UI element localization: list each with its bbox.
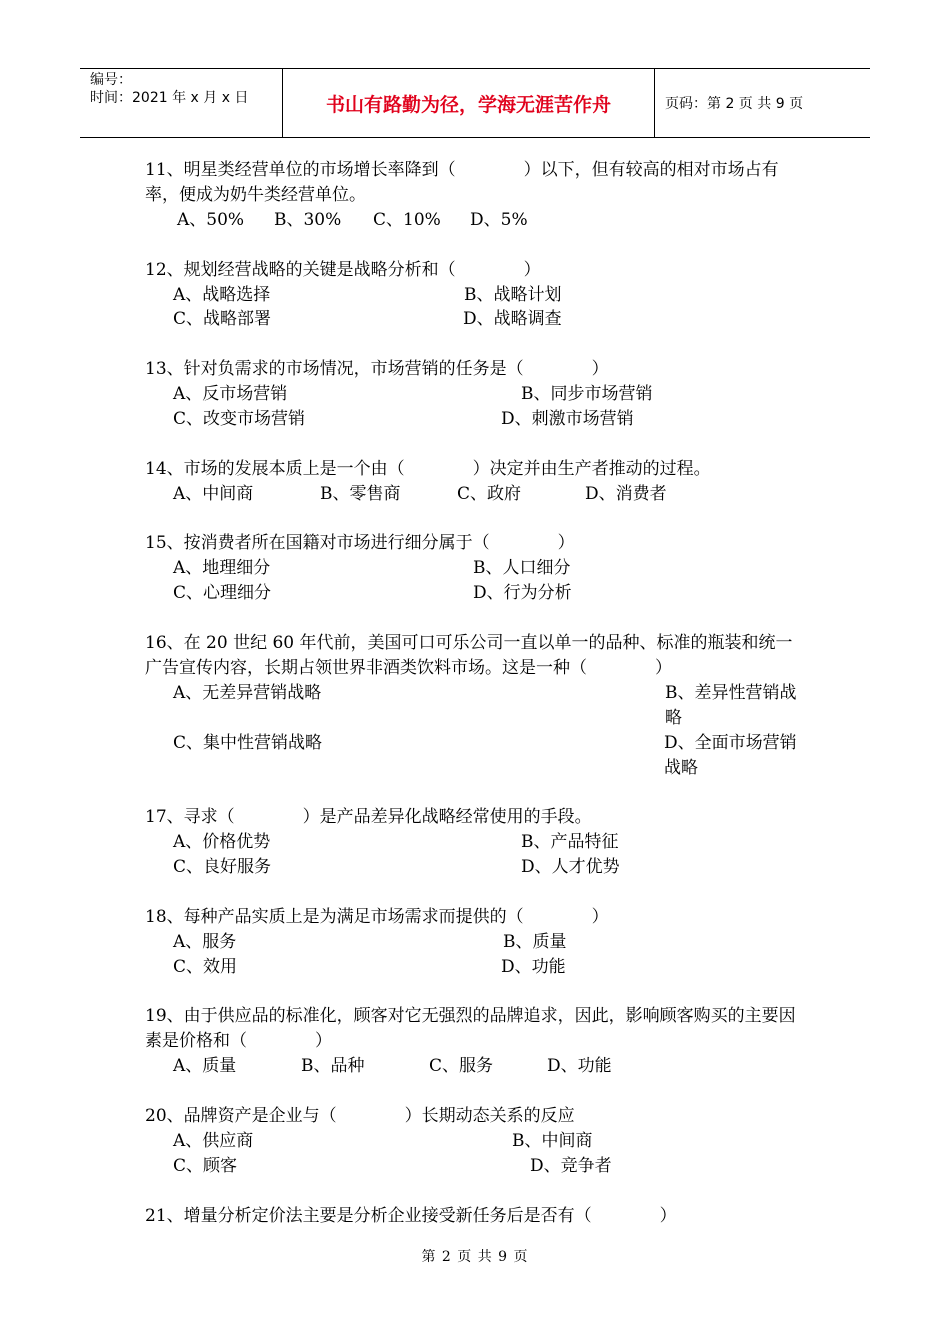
question-stem: 16、在 20 世纪 60 年代前，美国可口可乐公司一直以单一的品种、标准的瓶装和统一广告宣传内容，长期占领世界非酒类饮料市场。这是一种（ ） (145, 633, 793, 678)
option-a: A、无差异营销战略 (173, 682, 322, 703)
option-row (145, 1054, 805, 1079)
option-a: A、价格优势 (173, 832, 271, 853)
option-row (145, 581, 805, 606)
option-row (145, 855, 805, 880)
option-row (145, 283, 805, 308)
option-a: A、供应商 (173, 1130, 254, 1151)
header-motto-cell (283, 69, 655, 137)
question-stem: 21、增量分析定价法主要是分析企业接受新任务后是否有（ ） (145, 1205, 677, 1226)
question-stem: 12、规划经营战略的关键是战略分析和（ ） (145, 259, 541, 280)
option-b: B、差异性营销战略 (665, 682, 797, 728)
question-21 (145, 1204, 805, 1229)
doc-time-label: 时间：2021 年 x 月 x 日 (90, 90, 249, 106)
question-stem: 18、每种产品实质上是为满足市场需求而提供的（ ） (145, 906, 609, 927)
option-c: C、良好服务 (173, 857, 272, 878)
option-c: C、政府 (457, 483, 522, 504)
option-b: B、品种 (301, 1056, 365, 1077)
question-stem: 19、由于供应品的标准化，顾客对它无强烈的品牌追求，因此，影响顾客购买的主要因素是价格和（ ） (145, 1006, 796, 1052)
option-a: A、战略选择 (173, 284, 271, 305)
option-c: C、服务 (429, 1056, 494, 1077)
option-d: D、战略调查 (463, 309, 562, 330)
option-b: B、产品特征 (521, 832, 619, 853)
option-row (145, 681, 805, 728)
page-header (80, 68, 870, 138)
option-d: D、功能 (547, 1056, 612, 1077)
option-c: C、10% (373, 209, 441, 230)
option-d: D、全面市场营销战略 (664, 732, 797, 778)
option-row (145, 482, 805, 507)
option-row (145, 407, 805, 432)
option-row (145, 731, 805, 778)
option-b: B、质量 (503, 931, 567, 952)
question-stem: 15、按消费者所在国籍对市场进行细分属于（ ） (145, 533, 575, 554)
option-row (145, 1129, 805, 1154)
option-b: B、战略计划 (464, 284, 562, 305)
option-c: C、心理细分 (173, 583, 272, 604)
question-stem: 20、品牌资产是企业与（ ）长期动态关系的反应 (145, 1106, 575, 1127)
option-a: A、服务 (173, 931, 237, 952)
option-d: D、行为分析 (473, 583, 572, 604)
question-stem: 13、针对负需求的市场情况，市场营销的任务是（ ） (145, 359, 609, 380)
option-row (145, 1154, 805, 1179)
question-11 (145, 158, 805, 233)
question-list (145, 158, 805, 1253)
question-19 (145, 1004, 805, 1079)
header-page-label: 页码：第 2 页 共 9 页 (665, 96, 804, 112)
option-d: D、竞争者 (530, 1155, 612, 1176)
option-c: C、集中性营销战略 (173, 732, 323, 753)
question-16 (145, 631, 805, 780)
option-b: B、30% (274, 209, 342, 230)
header-page-cell (655, 69, 870, 137)
option-d: D、功能 (501, 956, 566, 977)
question-13 (145, 357, 805, 432)
question-stem: 14、市场的发展本质上是一个由（ ）决定并由生产者推动的过程。 (145, 458, 711, 479)
option-a: A、50% (177, 209, 245, 230)
option-c: C、顾客 (173, 1155, 238, 1176)
option-d: D、刺激市场营销 (501, 408, 634, 429)
option-row (145, 208, 805, 233)
question-18 (145, 905, 805, 980)
option-c: C、战略部署 (173, 309, 272, 330)
page-footer: 第 2 页 共 9 页 (421, 1249, 529, 1265)
option-d: D、5% (470, 209, 528, 230)
question-15 (145, 531, 805, 606)
option-c: C、效用 (173, 956, 238, 977)
doc-number-label: 编号： (90, 72, 132, 88)
option-row (145, 556, 805, 581)
option-b: B、同步市场营销 (521, 384, 653, 405)
option-row (145, 307, 805, 332)
option-a: A、质量 (173, 1056, 237, 1077)
option-a: A、中间商 (173, 483, 254, 504)
option-row (145, 382, 805, 407)
header-meta (80, 69, 283, 137)
option-b: B、中间商 (512, 1130, 593, 1151)
option-b: B、零售商 (320, 483, 401, 504)
option-a: A、地理细分 (173, 558, 271, 579)
header-motto: 书山有路勤为径，学海无涯苦作舟 (325, 93, 611, 116)
question-17 (145, 805, 805, 880)
option-row (145, 930, 805, 955)
option-d: D、人才优势 (521, 857, 620, 878)
option-a: A、反市场营销 (173, 384, 288, 405)
option-row (145, 830, 805, 855)
option-d: D、消费者 (585, 483, 667, 504)
question-stem: 11、明星类经营单位的市场增长率降到（ ）以下，但有较高的相对市场占有率，便成为奶牛类经营单位。 (145, 160, 779, 205)
question-20 (145, 1104, 805, 1179)
option-row (145, 955, 805, 980)
question-stem: 17、寻求（ ）是产品差异化战略经常使用的手段。 (145, 807, 592, 828)
option-b: B、人口细分 (473, 558, 571, 579)
question-12 (145, 258, 805, 333)
question-14 (145, 457, 805, 507)
option-c: C、改变市场营销 (173, 408, 306, 429)
